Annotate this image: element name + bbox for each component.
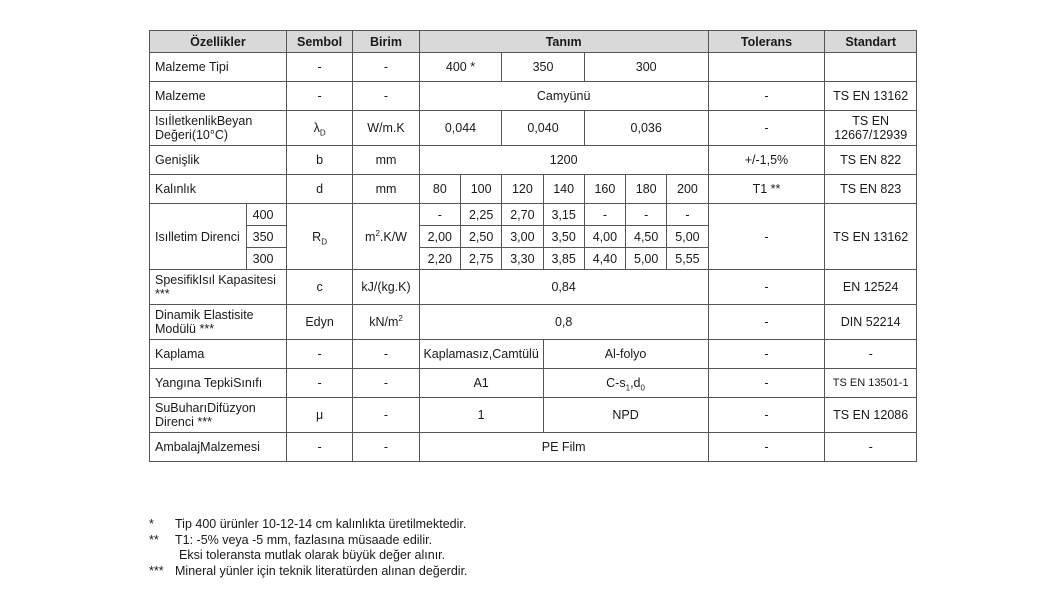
- row-isil-direnc-400: [150, 204, 917, 226]
- kalinlik-value: 180: [626, 175, 667, 204]
- direnc-value: 4,50: [626, 226, 667, 248]
- birim-yangin: -: [353, 369, 419, 398]
- standart-isil-direnc: TS EN 13162: [825, 204, 917, 270]
- standart-genislik: TS EN 822: [825, 146, 917, 175]
- kalinlik-value: 80: [419, 175, 460, 204]
- sembol-su-buhari: μ: [286, 398, 352, 433]
- kalinlik-value: 120: [502, 175, 543, 204]
- standart-yangin: TS EN 13501-1: [825, 369, 917, 398]
- header-tolerans: Tolerans: [708, 31, 825, 53]
- sembol-kaplama: -: [286, 340, 352, 369]
- direnc-value: 3,50: [543, 226, 584, 248]
- birim-superscript: 2: [375, 228, 380, 238]
- yangin-class-1: A1: [419, 369, 543, 398]
- tanim-ambalaj: PE Film: [419, 433, 708, 462]
- label-yangin: Yangına TepkiSınıfı: [150, 369, 287, 398]
- tolerans-malzeme: -: [708, 82, 825, 111]
- label-ambalaj: AmbalajMalzemesi: [150, 433, 287, 462]
- label-isil-iletkenlik: IsıİletkenlikBeyan Değeri(10°C): [150, 111, 287, 146]
- yangin-class-2: [543, 369, 708, 398]
- standart-isil-iletkenlik: TS EN 12667/12939: [825, 111, 917, 146]
- yangin-class-sub: 1: [625, 383, 631, 393]
- yangin-class-text: ,d: [630, 376, 641, 390]
- kalinlik-value: 100: [460, 175, 501, 204]
- direnc-value: 3,85: [543, 248, 584, 270]
- direnc-value: 2,50: [460, 226, 501, 248]
- direnc-value: 4,00: [584, 226, 625, 248]
- standart-kaplama: -: [825, 340, 917, 369]
- standart-ambalaj: -: [825, 433, 917, 462]
- footnote-text: Mineral yünler için teknik literatürden alınan değerdir.: [175, 563, 468, 578]
- tip-300: 300: [584, 53, 708, 82]
- kalinlik-value: 200: [667, 175, 708, 204]
- tip-400: 400 *: [419, 53, 502, 82]
- tolerans-yangin: -: [708, 369, 825, 398]
- kalinlik-value: 140: [543, 175, 584, 204]
- direnc-value: 3,00: [502, 226, 543, 248]
- lambda-400: 0,044: [419, 111, 502, 146]
- direnc-value: 2,25: [460, 204, 501, 226]
- sembol-kalinlik: d: [286, 175, 352, 204]
- tanim-spesifik-isi: 0,84: [419, 270, 708, 305]
- tolerans-su-buhari: -: [708, 398, 825, 433]
- tolerans-kaplama: -: [708, 340, 825, 369]
- tolerans-isil-iletkenlik: -: [708, 111, 825, 146]
- row-ambalaj: [150, 433, 917, 462]
- standart-malzeme: TS EN 13162: [825, 82, 917, 111]
- direnc-value: 5,00: [626, 248, 667, 270]
- kaplama-option-1: Kaplamasız,Camtülü: [419, 340, 543, 369]
- birim-genislik: mm: [353, 146, 419, 175]
- birim-ambalaj: -: [353, 433, 419, 462]
- header-standart: Standart: [825, 31, 917, 53]
- r-subscript: D: [321, 237, 327, 246]
- header-birim: Birim: [353, 31, 419, 53]
- lambda-subscript: D: [319, 128, 326, 138]
- row-spesifik-isi: [150, 270, 917, 305]
- direnc-value: 3,15: [543, 204, 584, 226]
- birim-superscript: 2: [398, 313, 403, 323]
- standart-spesifik-isi: EN 12524: [825, 270, 917, 305]
- direnc-value: -: [584, 204, 625, 226]
- sembol-dinamik: Edyn: [286, 305, 352, 340]
- header-ozellikler: Özellikler: [150, 31, 287, 53]
- direnc-tip-300: 300: [246, 248, 286, 270]
- footnote: [149, 548, 468, 564]
- standart-kalinlik: TS EN 823: [825, 175, 917, 204]
- sembol-isil-direnc: [286, 204, 352, 270]
- birim-isil-iletkenlik: W/m.K: [353, 111, 419, 146]
- properties-table: [149, 30, 917, 462]
- tip-350: 350: [502, 53, 585, 82]
- direnc-value: 2,20: [419, 248, 460, 270]
- birim-malzeme: -: [353, 82, 419, 111]
- label-spesifik-isi: SpesifikIsıl Kapasitesi ***: [150, 270, 287, 305]
- footnote-text: Eksi toleransta mutlak olarak büyük değer alınır.: [179, 548, 446, 562]
- birim-base: m: [365, 229, 376, 244]
- row-dinamik: [150, 305, 917, 340]
- standart-malzeme-tipi: [825, 53, 917, 82]
- header-sembol: Sembol: [286, 31, 352, 53]
- direnc-value: 2,00: [419, 226, 460, 248]
- birim-spesifik-isi: kJ/(kg.K): [353, 270, 419, 305]
- yangin-class-text: C-s: [606, 376, 626, 390]
- birim-dinamik: [353, 305, 419, 340]
- direnc-value: 3,30: [502, 248, 543, 270]
- tanim-genislik: 1200: [419, 146, 708, 175]
- yangin-class-sub: 0: [640, 383, 645, 393]
- footnote-mark: *: [149, 517, 154, 531]
- r-symbol: R: [312, 229, 322, 244]
- tolerans-spesifik-isi: -: [708, 270, 825, 305]
- tolerans-dinamik: -: [708, 305, 825, 340]
- lambda-symbol: λ: [313, 121, 320, 135]
- footnote-text: T1: -5% veya -5 mm, fazlasına müsaade edilir.: [175, 532, 433, 547]
- row-malzeme: [150, 82, 917, 111]
- direnc-value: 5,55: [667, 248, 708, 270]
- label-dinamik: Dinamik Elastisite Modülü ***: [150, 305, 287, 340]
- birim-base: kN/m: [369, 315, 399, 329]
- birim-kalinlik: mm: [353, 175, 419, 204]
- footnote: [149, 533, 468, 549]
- row-kalinlik: [150, 175, 917, 204]
- label-genislik: Genişlik: [150, 146, 287, 175]
- su-buhari-value-2: NPD: [543, 398, 708, 433]
- direnc-value: -: [419, 204, 460, 226]
- sembol-genislik: b: [286, 146, 352, 175]
- kaplama-option-2: Al-folyo: [543, 340, 708, 369]
- row-genislik: [150, 146, 917, 175]
- sembol-yangin: -: [286, 369, 352, 398]
- footnote: [149, 564, 468, 580]
- label-malzeme-tipi: Malzeme Tipi: [150, 53, 287, 82]
- label-malzeme: Malzeme: [150, 82, 287, 111]
- footnote-mark: ***: [149, 563, 164, 578]
- label-kaplama: Kaplama: [150, 340, 287, 369]
- direnc-tip-350: 350: [246, 226, 286, 248]
- tolerans-isil-direnc: -: [708, 204, 825, 270]
- sembol-isil-iletkenlik: [286, 111, 352, 146]
- tanim-dinamik: 0,8: [419, 305, 708, 340]
- header-tanim: Tanım: [419, 31, 708, 53]
- row-kaplama: [150, 340, 917, 369]
- tolerans-malzeme-tipi: [708, 53, 825, 82]
- sembol-spesifik-isi: c: [286, 270, 352, 305]
- birim-isil-direnc: [353, 204, 419, 270]
- lambda-350: 0,040: [502, 111, 585, 146]
- direnc-value: -: [667, 204, 708, 226]
- birim-malzeme-tipi: -: [353, 53, 419, 82]
- header-row: [150, 31, 917, 53]
- standart-su-buhari: TS EN 12086: [825, 398, 917, 433]
- label-isil-direnc: Isılletim Direnci: [150, 204, 247, 270]
- label-kalinlik: Kalınlık: [150, 175, 287, 204]
- direnc-value: 4,40: [584, 248, 625, 270]
- footnote: [149, 517, 468, 533]
- row-isil-iletkenlik: [150, 111, 917, 146]
- row-yangin: [150, 369, 917, 398]
- footnotes: [149, 517, 468, 579]
- birim-su-buhari: -: [353, 398, 419, 433]
- birim-rest: .K/W: [379, 229, 407, 244]
- row-malzeme-tipi: [150, 53, 917, 82]
- sembol-malzeme: -: [286, 82, 352, 111]
- direnc-tip-400: 400: [246, 204, 286, 226]
- birim-kaplama: -: [353, 340, 419, 369]
- sembol-ambalaj: -: [286, 433, 352, 462]
- direnc-value: -: [626, 204, 667, 226]
- kalinlik-value: 160: [584, 175, 625, 204]
- tolerans-ambalaj: -: [708, 433, 825, 462]
- tolerans-kalinlik: T1 **: [708, 175, 825, 204]
- direnc-value: 5,00: [667, 226, 708, 248]
- footnote-text: Tip 400 ürünler 10-12-14 cm kalınlıkta üretilmektedir.: [175, 517, 467, 531]
- tanim-malzeme: Camyünü: [419, 82, 708, 111]
- lambda-300: 0,036: [584, 111, 708, 146]
- tolerans-genislik: +/-1,5%: [708, 146, 825, 175]
- su-buhari-value-1: 1: [419, 398, 543, 433]
- standart-dinamik: DIN 52214: [825, 305, 917, 340]
- label-su-buhari: SuBuharıDifüzyon Direnci ***: [150, 398, 287, 433]
- footnote-mark: **: [149, 532, 159, 547]
- footnote-mark: [149, 548, 175, 564]
- direnc-value: 2,70: [502, 204, 543, 226]
- direnc-value: 2,75: [460, 248, 501, 270]
- row-su-buhari: [150, 398, 917, 433]
- sembol-malzeme-tipi: -: [286, 53, 352, 82]
